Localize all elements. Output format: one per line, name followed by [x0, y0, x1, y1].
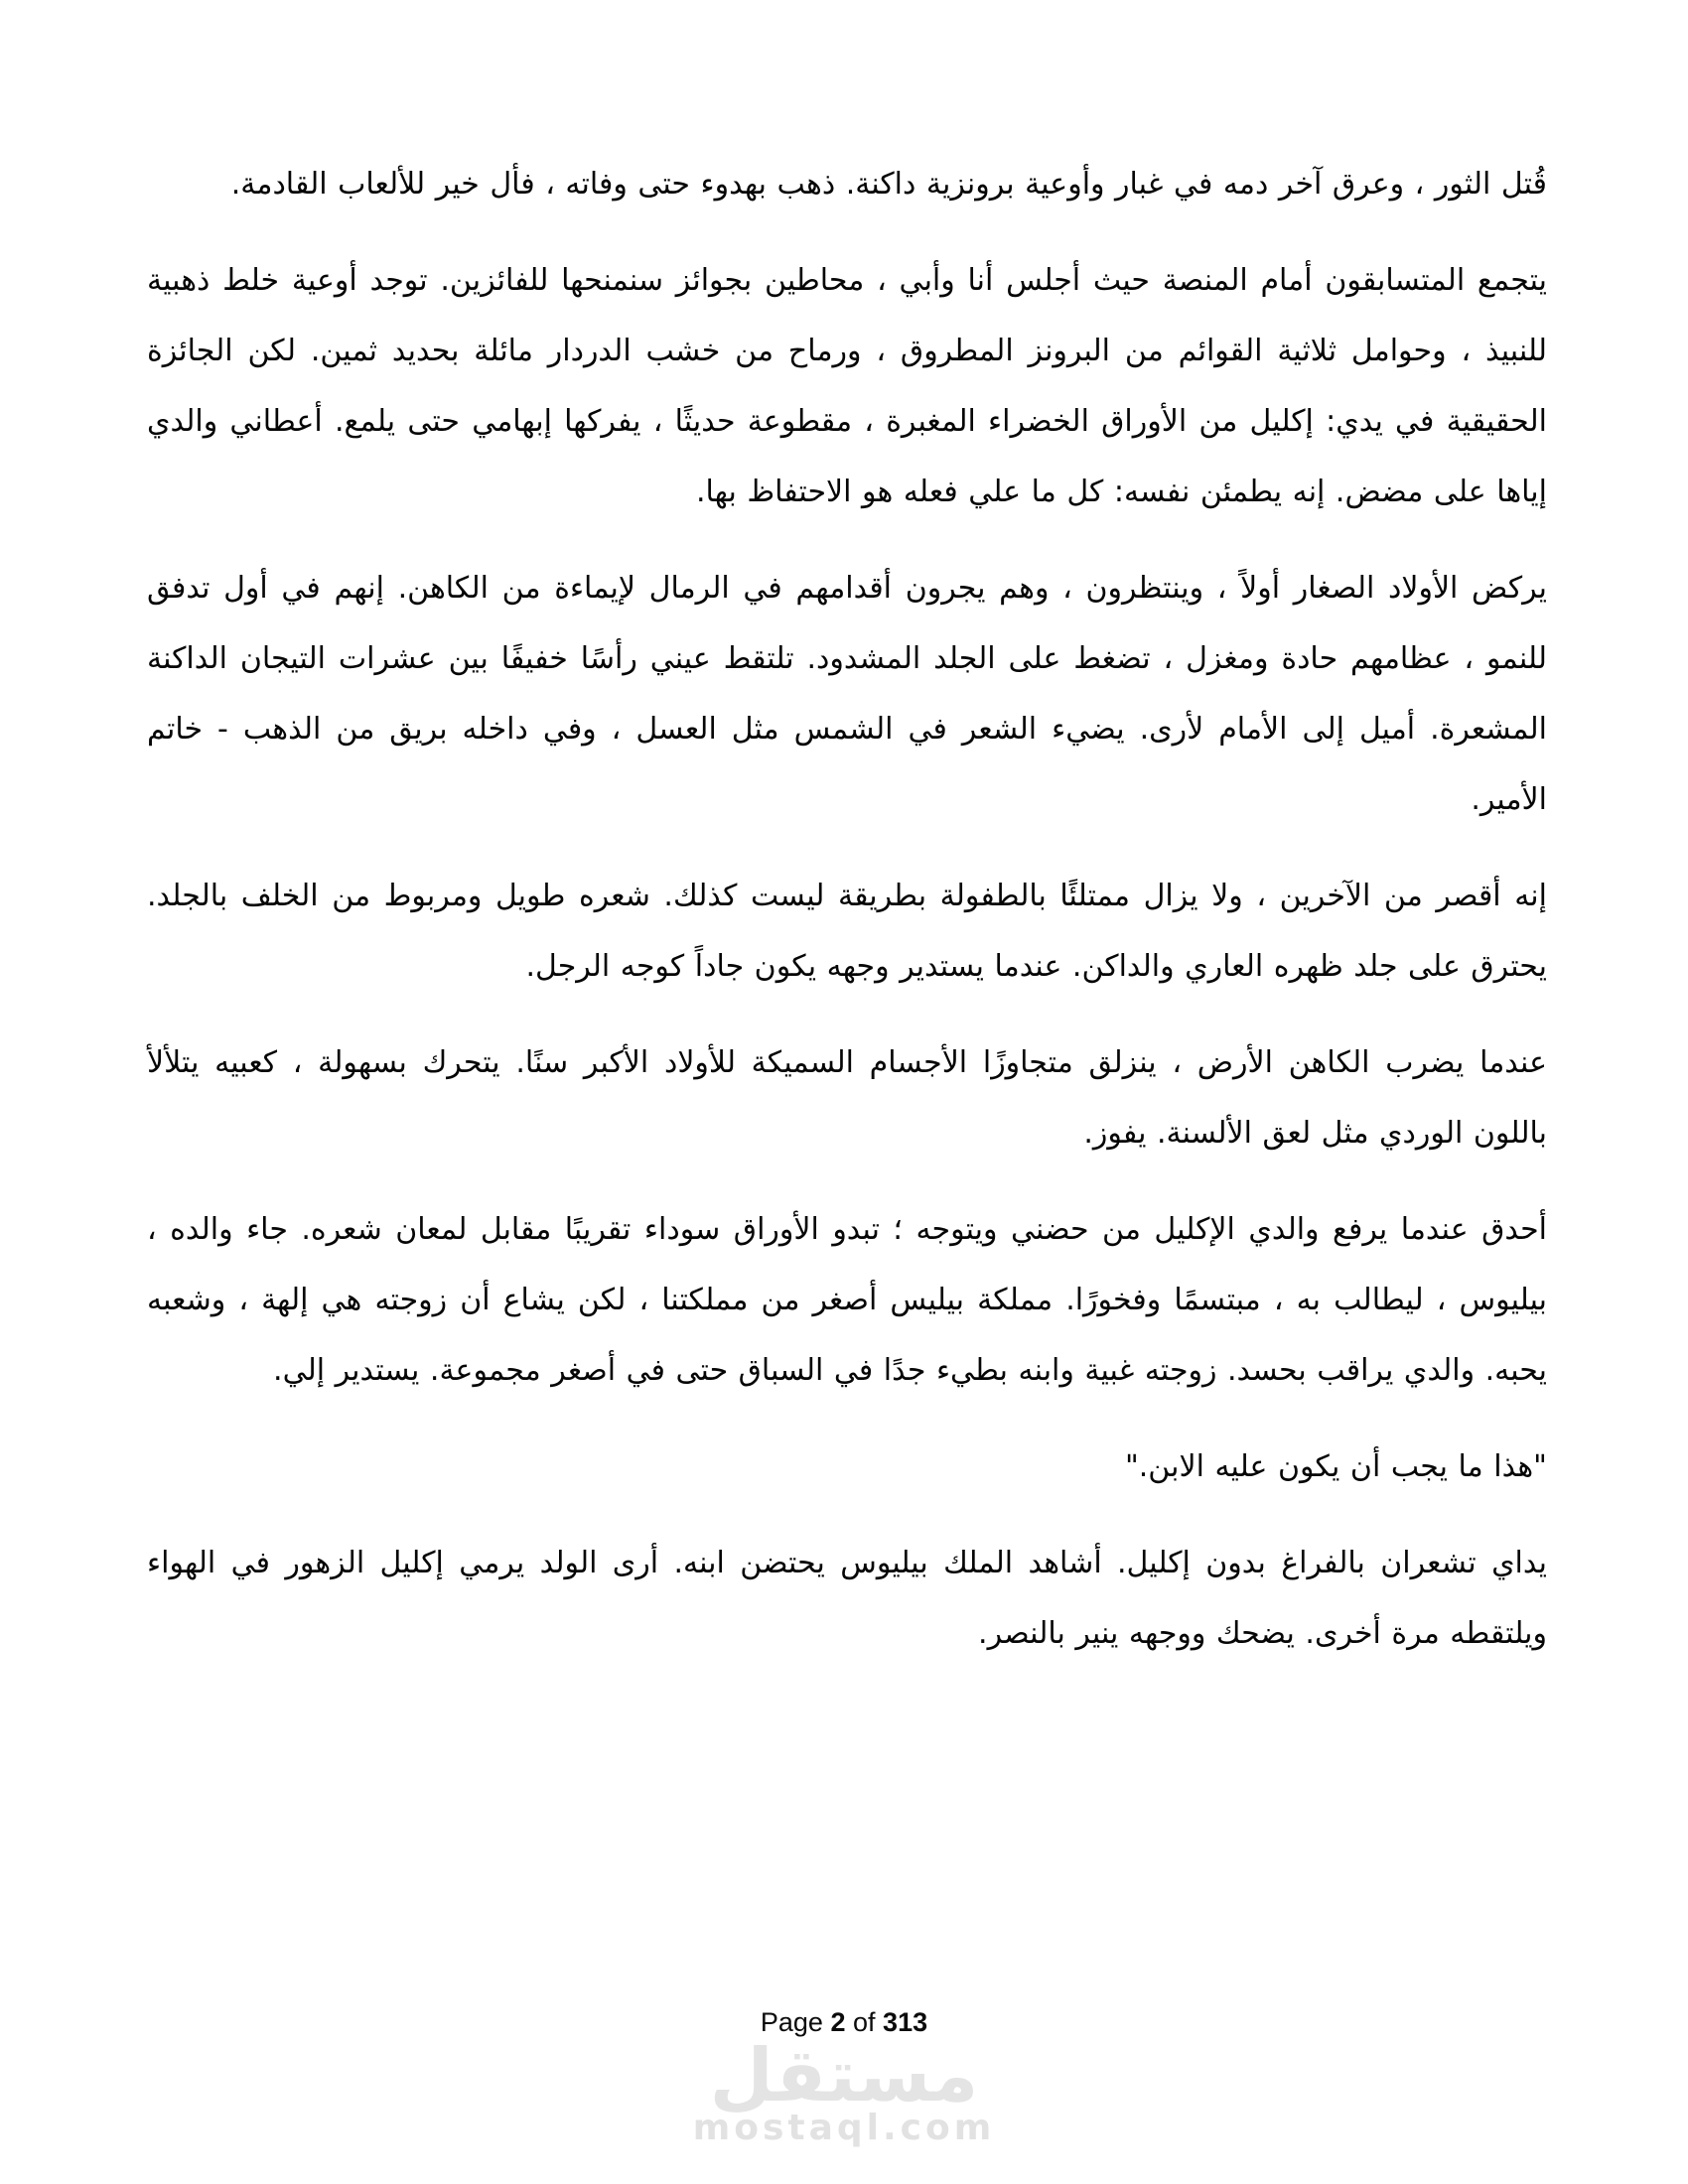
paragraph: يداي تشعران بالفراغ بدون إكليل. أشاهد الملك بيليوس يحتضن ابنه. أرى الولد يرمي إكليل الزهور في الهواء ويلتقطه مرة أخرى. يضحك ووجهه ينير بالنصر. [147, 1546, 1547, 1651]
paragraph-dialogue: "هذا ما يجب أن يكون عليه الابن." [1124, 1449, 1547, 1484]
mostaql-watermark [0, 2033, 1688, 2148]
paragraph: عندما يضرب الكاهن الأرض ، ينزلق متجاوزًا الأجسام السميكة للأولاد الأكبر سنًا. يتحرك بسهولة ، كعبيه يتلألأ باللون الوردي مثل لعق الألسنة. يفوز. [147, 1045, 1547, 1151]
mostaql-url-text: mostaql.com [692, 2108, 996, 2148]
paragraph: يركض الأولاد الصغار أولاً ، وينتظرون ، وهم يجرون أقدامهم في الرمال لإيماءة من الكاهن. إنهم في أول تدفق للنمو ، عظامهم حادة ومغزل ، تضغط على الجلد المشدود. تلتقط عيني رأسًا خفيفًا بين عشرات التيجان الداكنة المشعرة. أميل إلى الأمام لأرى. يضيء الشعر في الشمس مثل العسل ، وفي داخله بريق من الذهب - خاتم الأمير. [147, 571, 1547, 817]
paragraph: إنه أقصر من الآخرين ، ولا يزال ممتلئًا بالطفولة بطريقة ليست كذلك. شعره طويل ومربوط من الخلف بالجلد. يحترق على جلد ظهره العاري والداكن. عندما يستدير وجهه يكون جاداً كوجه الرجل. [147, 879, 1547, 984]
paragraph: يتجمع المتسابقون أمام المنصة حيث أجلس أنا وأبي ، محاطين بجوائز سنمنحها للفائزين. توجد أوعية خلط ذهبية للنبيذ ، وحوامل ثلاثية القوائم من البرونز المطروق ، ورماح من خشب الدردار مائلة بحديد ثمين. لكن الجائزة الحقيقية في يدي: إكليل من الأوراق الخضراء المغبرة ، مقطوعة حديثًا ، يفركها إبهامي حتى يلمع. أعطاني والدي إياها على مضض. إنه يطمئن نفسه: كل ما علي فعله هو الاحتفاظ بها. [147, 263, 1547, 509]
mostaql-logo: مستقل [709, 2033, 979, 2118]
page-label: Page [760, 2007, 823, 2037]
page-number: 2 [830, 2007, 846, 2037]
of-label: of [853, 2007, 876, 2037]
paragraph: قُتل الثور ، وعرق آخر دمه في غبار وأوعية برونزية داكنة. ذهب بهدوء حتى وفاته ، فأل خير للألعاب القادمة. [230, 167, 1547, 202]
paragraph: أحدق عندما يرفع والدي الإكليل من حضني ويتوجه ؛ تبدو الأوراق سوداء تقريبًا مقابل لمعان شعره. جاء والده ، بيليوس ، ليطالب به ، مبتسمًا وفخورًا. مملكة بيليس أصغر من مملكتنا ، لكن يشاع أن زوجته هي إلهة ، وشعبه يحبه. والدي يراقب بحسد. زوجته غبية وابنه بطيء جدًا في السباق حتى في أصغر مجموعة. يستدير إلي. [147, 1212, 1547, 1388]
total-pages: 313 [883, 2007, 928, 2037]
document-body [147, 149, 1547, 1695]
